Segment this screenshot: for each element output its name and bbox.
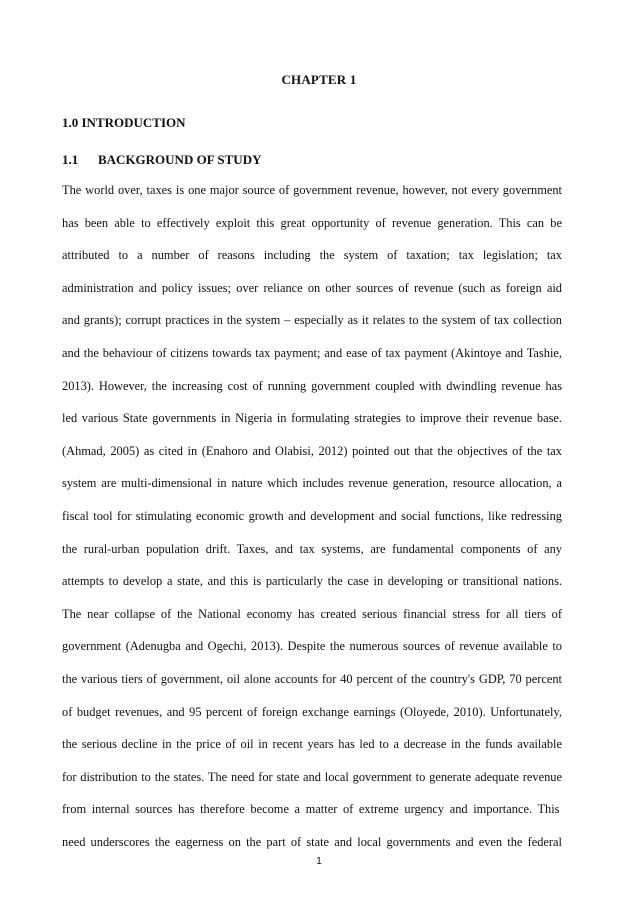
body-line: of budget revenues, and 95 percent of foreign exchange earnings (Oloyede, 2010). Unfortunately,	[62, 704, 562, 719]
body-line: for distribution to the states. The need for state and local government to generate adequate revenue	[62, 769, 562, 784]
chapter-title: CHAPTER 1	[281, 72, 357, 87]
body-line: the serious decline in the price of oil in recent years has led to a decrease in the funds available	[62, 737, 562, 752]
body-line: system are multi-dimensional in nature which includes revenue generation, resource allocation, a	[62, 476, 562, 491]
intro-heading: 1.0 INTRODUCTION	[62, 115, 186, 130]
body-line: attempts to develop a state, and this is particularly the case in developing or transitional nations.	[62, 574, 562, 589]
body-line: (Ahmad, 2005) as cited in (Enahoro and Olabisi, 2012) pointed out that the objectives of the tax	[62, 443, 562, 458]
section-title: BACKGROUND OF STUDY	[98, 152, 262, 167]
body-line: from internal sources has therefore become a matter of extreme urgency and importance. This	[62, 802, 560, 817]
body-line: attributed to a number of reasons including the system of taxation; tax legislation; tax	[62, 248, 562, 263]
body-paragraph	[62, 180, 562, 864]
body-line: 2013). However, the increasing cost of running government coupled with dwindling revenue has	[62, 378, 562, 393]
body-line: administration and policy issues; over reliance on other sources of revenue (such as foreign aid	[62, 280, 562, 295]
body-line: and the behaviour of citizens towards tax payment; and ease of tax payment (Akintoye and Tashie,	[62, 345, 562, 360]
body-line: has been able to effectively exploit this great opportunity of revenue generation. This can be	[62, 215, 562, 230]
body-line: and grants); corrupt practices in the system – especially as it relates to the system of tax collection	[62, 313, 562, 328]
body-line: led various State governments in Nigeria in formulating strategies to improve their revenue base.	[62, 411, 562, 426]
body-line: The world over, taxes is one major source of government revenue, however, not every government	[62, 183, 562, 197]
body-line: need underscores the eagerness on the part of state and local governments and even the federal	[62, 834, 562, 849]
body-line: fiscal tool for stimulating economic growth and development and social functions, like redressing	[62, 508, 562, 523]
body-line: The near collapse of the National economy has created serious financial stress for all tiers of	[62, 606, 562, 621]
body-line: the various tiers of government, oil alone accounts for 40 percent of the country's GDP, 70 percent	[62, 671, 562, 686]
page-number: 1	[316, 856, 322, 867]
body-line: government (Adenugba and Ogechi, 2013). Despite the numerous sources of revenue available to	[62, 639, 562, 654]
section-number: 1.1	[62, 152, 79, 167]
body-line: the rural-urban population drift. Taxes, and tax systems, are fundamental components of any	[62, 541, 562, 556]
section-heading	[62, 152, 261, 168]
